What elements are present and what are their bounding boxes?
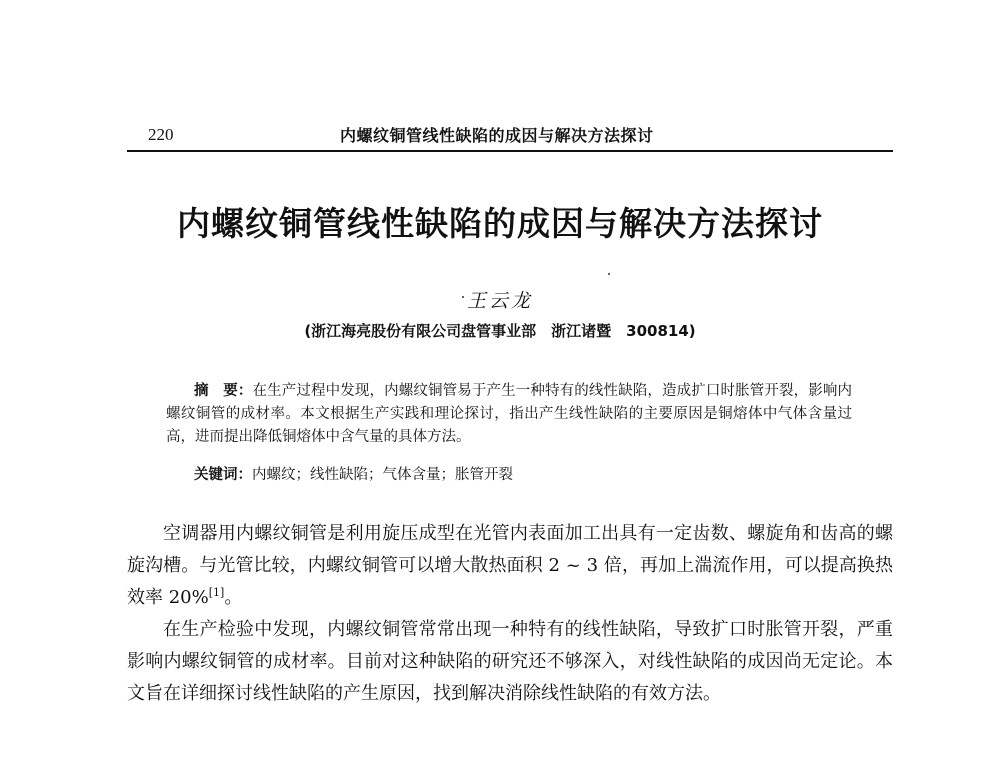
keywords bbox=[194, 463, 513, 484]
scan-speck bbox=[608, 273, 610, 275]
abstract-label: 摘 要： bbox=[194, 383, 253, 399]
body-paragraph-1 bbox=[127, 518, 893, 614]
paragraph-1-text: 空调器用内螺纹铜管是利用旋压成型在光管内表面加工出具有一定齿数、螺旋角和齿高的螺旋沟槽。与光管比较，内螺纹铜管可以增大散热面积 2 ~ 3 倍，再加上湍流作用，可以提高换热效率 20% bbox=[127, 523, 893, 608]
keywords-label: 关键词： bbox=[194, 467, 252, 483]
article-title: 内螺纹铜管线性缺陷的成因与解决方法探讨 bbox=[177, 204, 823, 243]
page-number: 220 bbox=[148, 125, 174, 144]
abstract-text: 在生产过程中发现，内螺纹铜管易于产生一种特有的线性缺陷，造成扩口时胀管开裂，影响内螺纹铜管的成材率。本文根据生产实践和理论探讨，指出产生线性缺陷的主要原因是铜熔体中气体含量过高，进而提出降低铜熔体中含气量的具体方法。 bbox=[166, 383, 852, 445]
paragraph-1-end: 。 bbox=[224, 587, 243, 608]
body-paragraph-2: 在生产检验中发现，内螺纹铜管常常出现一种特有的线性缺陷，导致扩口时胀管开裂，严重影响内螺纹铜管的成材率。目前对这种缺陷的研究还不够深入，对线性缺陷的成因尚无定论。本文旨在详细探讨线性缺陷的产生原因，找到解决消除线性缺陷的有效方法。 bbox=[127, 619, 893, 704]
body-text bbox=[127, 518, 893, 710]
header-rule bbox=[127, 150, 893, 152]
author-name: 王云龙 bbox=[466, 290, 533, 312]
keywords-text: 内螺纹；线性缺陷；气体含量；胀管开裂 bbox=[252, 467, 513, 483]
author-affiliation: (浙江海亮股份有限公司盘管事业部 浙江诸暨 300814) bbox=[304, 322, 696, 340]
abstract bbox=[166, 380, 852, 449]
citation-1[interactable]: [1] bbox=[208, 586, 225, 599]
running-title: 内螺纹铜管线性缺陷的成因与解决方法探讨 bbox=[340, 126, 654, 145]
